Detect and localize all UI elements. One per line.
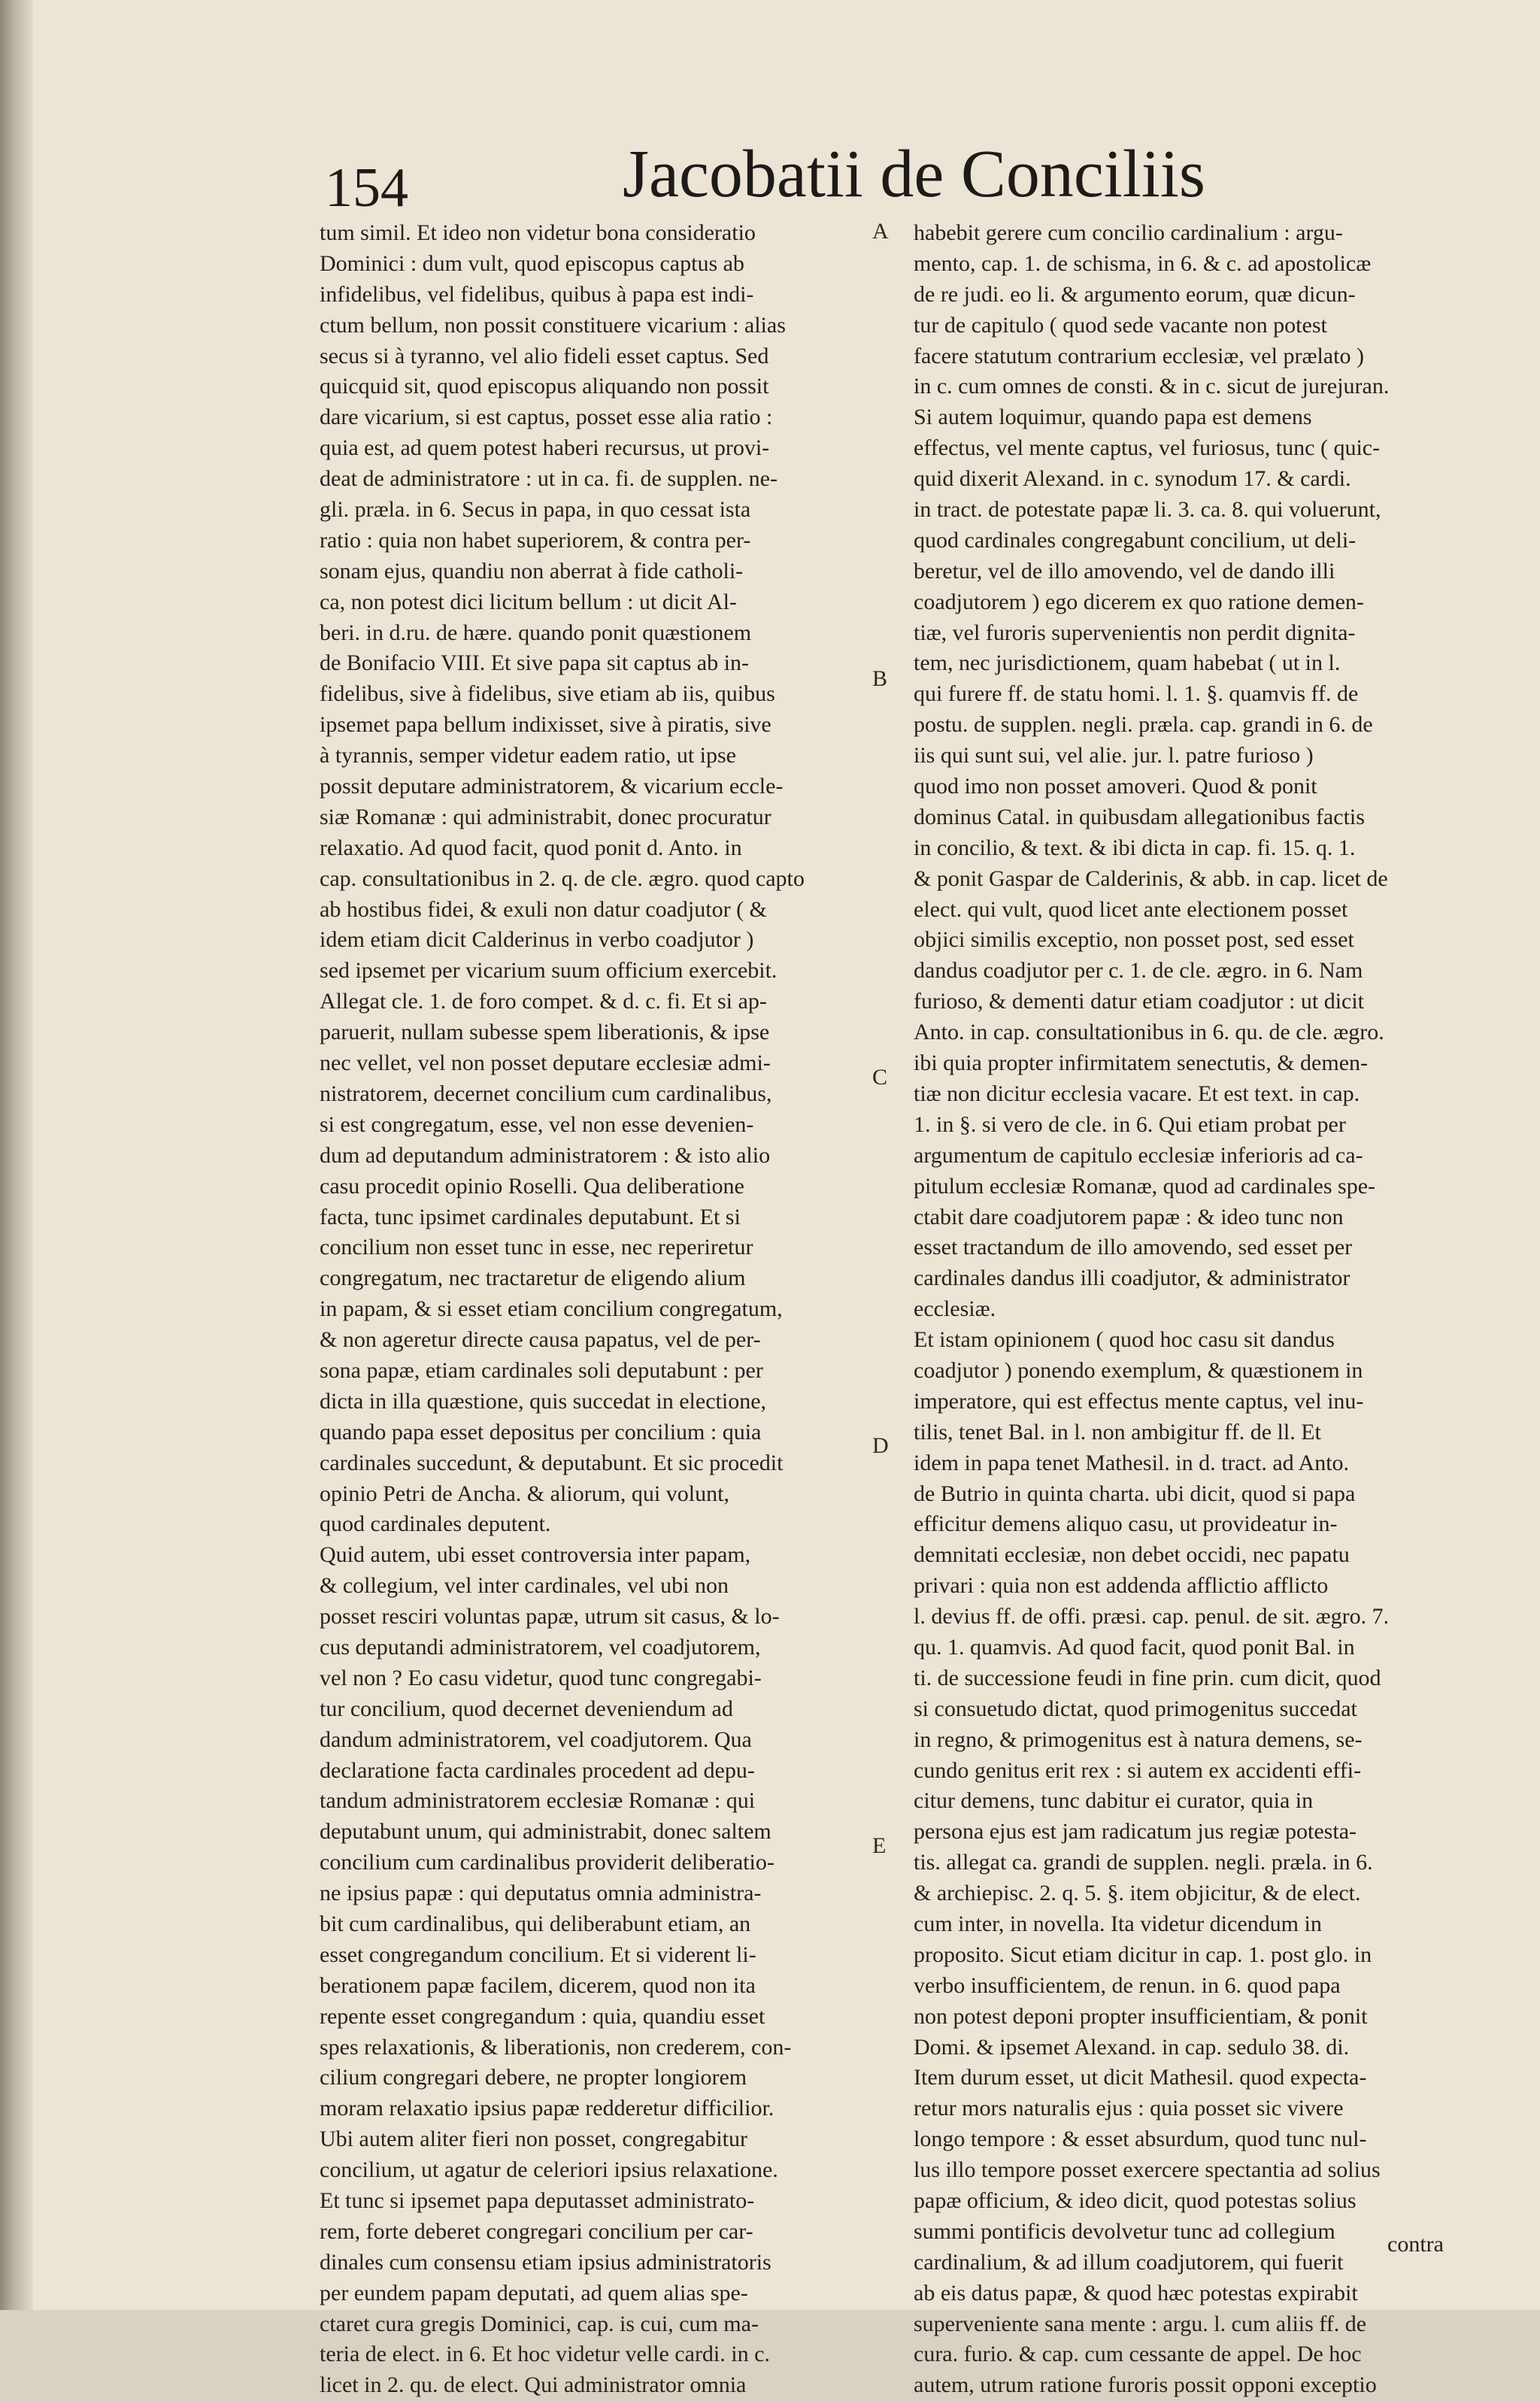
text-line: proposito. Sicut etiam dicitur in cap. 1. post glo. in	[914, 1942, 1372, 1967]
text-line: fidelibus, sive à fidelibus, sive etiam ab iis, quibus	[320, 681, 775, 707]
running-title: Jacobatii de Conciliis	[623, 137, 1205, 211]
text-line: de re judi. eo li. & argumento eorum, quæ dicun-	[914, 281, 1356, 307]
margin-letter-a: A	[872, 219, 889, 244]
text-line: nistratorem, decernet concilium cum cardinalibus,	[320, 1081, 772, 1106]
text-line: iis qui sunt sui, vel alie. jur. l. patre furioso )	[914, 743, 1314, 769]
text-line: ecclesiæ.	[914, 1296, 996, 1322]
text-line: si est congregatum, esse, vel non esse devenien-	[320, 1111, 754, 1137]
text-line: demnitati ecclesiæ, non debet occidi, nec papatu	[914, 1542, 1350, 1568]
text-line: quod cardinales deputent.	[320, 1511, 551, 1537]
text-line: cundo genitus erit rex : si autem ex accidenti effi-	[914, 1757, 1362, 1783]
text-line: furioso, & dementi datur etiam coadjutor : ut dicit	[914, 989, 1365, 1014]
margin-letter-b: B	[872, 666, 888, 691]
text-line: ti. de successione feudi in fine prin. cum dicit, quod	[914, 1665, 1381, 1690]
margin-letter-d: D	[872, 1433, 889, 1458]
text-line: citur demens, tunc dabitur ei curator, quia in	[914, 1788, 1314, 1814]
text-line: dandum administratorem, vel coadjutorem. Qua	[320, 1726, 752, 1752]
text-line: moram relaxatio ipsius papæ redderetur difficilior.	[320, 2096, 775, 2121]
text-line: qu. 1. quamvis. Ad quod facit, quod ponit Bal. in	[914, 1634, 1355, 1660]
text-line: 1. in §. si vero de cle. in 6. Qui etiam probat per	[914, 1111, 1346, 1137]
text-line: esset tractandum de illo amovendo, sed esset per	[914, 1235, 1353, 1260]
text-line: facere statutum contrarium ecclesiæ, vel prælato )	[914, 343, 1364, 368]
text-line: efficitur demens aliquo casu, ut provideatur in-	[914, 1511, 1338, 1537]
text-line: tiæ, vel furoris supervenientis non perdit dignita-	[914, 620, 1356, 645]
text-line: in concilio, & text. & ibi dicta in cap. fi. 15. q. 1.	[914, 835, 1356, 860]
text-line: licet in 2. qu. de elect. Qui administrator omnia	[320, 2372, 747, 2398]
text-line: dare vicarium, si est captus, posset esse alia ratio :	[320, 405, 773, 430]
text-line: in c. cum omnes de consti. & in c. sicut de jurejuran.	[914, 374, 1390, 399]
text-line: ca, non potest dici licitum bellum : ut dicit Al-	[320, 589, 737, 614]
text-line: ne ipsius papæ : qui deputatus omnia administra-	[320, 1881, 762, 1906]
text-line: paruerit, nullam subesse spem liberationis, & ipse	[320, 1020, 770, 1045]
text-line: privari : quia non est addenda afflictio afflicto	[914, 1573, 1329, 1599]
text-line: opinio Petri de Ancha. & aliorum, qui volunt,	[320, 1481, 729, 1506]
text-line: facta, tunc ipsimet cardinales deputabunt. Et si	[320, 1204, 741, 1229]
text-line: nec vellet, vel non posset deputare ecclesiæ admi-	[320, 1050, 771, 1076]
text-line: posset resciri voluntas papæ, utrum sit casus, & lo-	[320, 1604, 780, 1629]
text-line: idem in papa tenet Mathesil. in d. tract. ad Anto.	[914, 1450, 1350, 1475]
text-line: objici similis exceptio, non posset post, sed esset	[914, 927, 1354, 953]
text-line: cardinales succedunt, & deputabunt. Et sic procedit	[320, 1450, 784, 1475]
text-line: berationem papæ facilem, dicerem, quod non ita	[320, 1972, 756, 1998]
text-line: idem etiam dicit Calderinus in verbo coadjutor )	[320, 927, 754, 953]
text-line: tiæ non dicitur ecclesia vacare. Et est text. in cap.	[914, 1081, 1360, 1106]
text-line: dandus coadjutor per c. 1. de cle. ægro. in 6. Nam	[914, 958, 1363, 984]
text-line: esset congregandum concilium. Et si viderent li-	[320, 1942, 756, 1967]
right-text-column	[914, 218, 1470, 2401]
text-line: declaratione facta cardinales procedent ad depu-	[320, 1757, 755, 1783]
text-line: cilium congregari debere, ne propter longiorem	[320, 2065, 747, 2090]
text-line: sona papæ, etiam cardinales soli deputabunt : per	[320, 1357, 763, 1383]
text-line: retur mors naturalis ejus : quia posset sic vivere	[914, 2096, 1344, 2121]
text-line: Et tunc si ipsemet papa deputasset administrato-	[320, 2188, 755, 2213]
text-line: bit cum cardinalibus, qui deliberabunt etiam, an	[320, 1911, 751, 1936]
text-line: persona ejus est jam radicatum jus regiæ potesta-	[914, 1819, 1357, 1845]
text-line: ctabit dare coadjutorem papæ : & ideo tunc non	[914, 1204, 1344, 1229]
text-line: postu. de supplen. negli. præla. cap. grandi in 6. de	[914, 712, 1373, 738]
margin-letter-e: E	[872, 1833, 887, 1858]
binding-gutter	[0, 0, 33, 2310]
text-line: repente esset congregandum : quia, quandiu esset	[320, 2003, 765, 2029]
text-line: imperatore, qui est effectus mente captus, vel inu-	[914, 1388, 1364, 1414]
left-text-column	[320, 218, 861, 2401]
catchword: contra	[1387, 2232, 1444, 2257]
text-line: cap. consultationibus in 2. q. de cle. ægro. quod capto	[320, 866, 805, 891]
text-line: tandum administratorem ecclesiæ Romanæ : qui	[320, 1788, 756, 1814]
text-line: rem, forte deberet congregari concilium per car-	[320, 2218, 753, 2244]
text-line: superveniente sana mente : argu. l. cum aliis ff. de	[914, 2311, 1367, 2336]
text-line: ibi quia propter infirmitatem senectutis, & demen-	[914, 1050, 1368, 1076]
text-line: cus deputandi administratorem, vel coadjutorem,	[320, 1634, 761, 1660]
text-line: sonam ejus, quandiu non aberrat à fide catholi-	[320, 558, 744, 584]
text-line: coadjutorem ) ego dicerem ex quo ratione demen-	[914, 589, 1364, 614]
text-line: cardinalium, & ad illum coadjutorem, qui fuerit	[914, 2249, 1344, 2275]
text-line: ratio : quia non habet superiorem, & contra per-	[320, 527, 751, 553]
text-line: effectus, vel mente captus, vel furiosus, tunc ( quic-	[914, 435, 1381, 461]
text-line: beri. in d.ru. de hære. quando ponit quæstionem	[320, 620, 752, 645]
text-line: ctaret cura gregis Dominici, cap. is cui, cum ma-	[320, 2311, 759, 2336]
text-line: ab hostibus fidei, & exuli non datur coadjutor ( &	[320, 896, 767, 922]
text-line: autem, utrum ratione furoris possit opponi exceptio	[914, 2372, 1377, 2398]
text-line: lus illo tempore posset exercere spectantia ad solius	[914, 2157, 1381, 2183]
text-line: verbo insufficientem, de renun. in 6. quod papa	[914, 1972, 1341, 1998]
text-line: per eundem papam deputati, ad quem alias spe-	[320, 2280, 748, 2306]
text-line: dominus Catal. in quibusdam allegationibus factis	[914, 804, 1365, 829]
text-line: tur de capitulo ( quod sede vacante non potest	[914, 312, 1327, 338]
text-line: tem, nec jurisdictionem, quam habebat ( ut in l.	[914, 650, 1341, 676]
text-line: Item durum esset, ut dicit Mathesil. quod expecta-	[914, 2065, 1367, 2090]
text-line: casu procedit opinio Roselli. Qua deliberatione	[320, 1173, 744, 1199]
text-line: tum simil. Et ideo non videtur bona consideratio	[320, 220, 756, 245]
text-line: quod cardinales congregabunt concilium, ut deli-	[914, 527, 1357, 553]
text-line: de Butrio in quinta charta. ubi dicit, quod si papa	[914, 1481, 1356, 1506]
text-line: mento, cap. 1. de schisma, in 6. & c. ad apostolicæ	[914, 250, 1372, 276]
text-line: Et istam opinionem ( quod hoc casu sit dandus	[914, 1327, 1335, 1353]
text-line: Ubi autem aliter fieri non posset, congregabitur	[320, 2127, 747, 2152]
text-line: relaxatio. Ad quod facit, quod ponit d. Anto. in	[320, 835, 742, 860]
text-line: tilis, tenet Bal. in l. non ambigitur ff. de ll. Et	[914, 1419, 1321, 1445]
text-line: deat de administratore : ut in ca. fi. de supplen. ne-	[320, 466, 778, 492]
text-line: l. devius ff. de offi. præsi. cap. penul. de sit. ægro. 7.	[914, 1604, 1390, 1629]
text-line: siæ Romanæ : qui administrabit, donec procuratur	[320, 804, 772, 829]
text-line: dinales cum consensu etiam ipsius administratoris	[320, 2249, 772, 2275]
page-number: 154	[325, 157, 408, 219]
text-line: quando papa esset depositus per concilium : quia	[320, 1419, 762, 1445]
text-line: vel non ? Eo casu videtur, quod tunc congregabi-	[320, 1665, 762, 1690]
text-line: elect. qui vult, quod licet ante electionem posset	[914, 896, 1348, 922]
text-line: beretur, vel de illo amovendo, vel de dando illi	[914, 558, 1335, 584]
text-line: possit deputare administratorem, & vicarium eccle-	[320, 774, 784, 799]
text-line: quod imo non posset amoveri. Quod & ponit	[914, 774, 1317, 799]
text-line: & archiepisc. 2. q. 5. §. item objicitur, & de elect.	[914, 1881, 1361, 1906]
text-line: cura. furio. & cap. cum cessante de appel. De hoc	[914, 2342, 1362, 2367]
text-line: ab eis datus papæ, & quod hæc potestas expirabit	[914, 2280, 1358, 2306]
text-line: longo tempore : & esset absurdum, quod tunc nul-	[914, 2127, 1367, 2152]
text-line: Dominici : dum vult, quod episcopus captus ab	[320, 250, 744, 276]
text-line: cum inter, in novella. Ita videtur dicendum in	[914, 1911, 1322, 1936]
text-line: Quid autem, ubi esset controversia inter papam,	[320, 1542, 751, 1568]
text-line: non potest deponi propter insufficientiam, & ponit	[914, 2003, 1368, 2029]
text-line: ipsemet papa bellum indixisset, sive à piratis, sive	[320, 712, 772, 738]
text-line: Domi. & ipsemet Alexand. in cap. sedulo 38. di.	[914, 2034, 1350, 2060]
text-line: concilium non esset tunc in esse, nec reperiretur	[320, 1235, 753, 1260]
text-line: dicta in illa quæstione, quis succedat in electione,	[320, 1388, 767, 1414]
text-line: quicquid sit, quod episcopus aliquando non possit	[320, 374, 769, 399]
text-line: tur concilium, quod decernet deveniendum ad	[320, 1696, 733, 1721]
text-line: infidelibus, vel fidelibus, quibus à papa est indi-	[320, 281, 754, 307]
text-line: ctum bellum, non possit constituere vicarium : alias	[320, 312, 786, 338]
text-line: de Bonifacio VIII. Et sive papa sit captus ab in-	[320, 650, 749, 676]
text-line: & collegium, vel inter cardinales, vel ubi non	[320, 1573, 729, 1599]
text-line: si consuetudo dictat, quod primogenitus succedat	[914, 1696, 1357, 1721]
text-line: teria de elect. in 6. Et hoc videtur velle cardi. in c.	[320, 2342, 770, 2367]
text-line: Allegat cle. 1. de foro compet. & d. c. fi. Et si ap-	[320, 989, 767, 1014]
text-line: à tyrannis, semper videtur eadem ratio, ut ipse	[320, 743, 736, 769]
text-line: in tract. de potestate papæ li. 3. ca. 8. qui voluerunt,	[914, 497, 1381, 523]
text-line: Anto. in cap. consultationibus in 6. qu. de cle. ægro.	[914, 1020, 1384, 1045]
text-line: qui furere ff. de statu homi. l. 1. §. quamvis ff. de	[914, 681, 1359, 707]
text-line: concilium, ut agatur de celeriori ipsius relaxatione.	[320, 2157, 778, 2183]
text-line: coadjutor ) ponendo exemplum, & quæstionem in	[914, 1357, 1363, 1383]
text-line: tis. allegat ca. grandi de supplen. negli. præla. in 6.	[914, 1850, 1373, 1875]
text-line: dum ad deputandum administratorem : & isto alio	[320, 1142, 771, 1168]
text-line: & ponit Gaspar de Calderinis, & abb. in cap. licet de	[914, 866, 1388, 891]
text-line: deputabunt unum, qui administrabit, donec saltem	[320, 1819, 772, 1845]
text-line: summi pontificis devolvetur tunc ad collegium	[914, 2218, 1335, 2244]
text-line: spes relaxationis, & liberationis, non crederem, con-	[320, 2034, 792, 2060]
text-line: concilium cum cardinalibus providerit deliberatio-	[320, 1850, 775, 1875]
text-line: pitulum ecclesiæ Romanæ, quod ad cardinales spe-	[914, 1173, 1376, 1199]
text-line: Si autem loquimur, quando papa est demens	[914, 405, 1312, 430]
text-line: gli. præla. in 6. Secus in papa, in quo cessat ista	[320, 497, 751, 523]
text-line: quid dixerit Alexand. in c. synodum 17. & cardi.	[914, 466, 1351, 492]
text-line: & non ageretur directe causa papatus, vel de per-	[320, 1327, 761, 1353]
text-line: argumentum de capitulo ecclesiæ inferioris ad ca-	[914, 1142, 1363, 1168]
text-line: habebit gerere cum concilio cardinalium : argu-	[914, 220, 1343, 245]
text-line: sed ipsemet per vicarium suum officium exercebit.	[320, 958, 778, 984]
text-line: in regno, & primogenitus est à natura demens, se-	[914, 1726, 1363, 1752]
text-line: papæ officium, & ideo dicit, quod potestas solius	[914, 2188, 1357, 2213]
text-line: in papam, & si esset etiam concilium congregatum,	[320, 1296, 783, 1322]
text-line: secus si à tyranno, vel alio fideli esset captus. Sed	[320, 343, 769, 368]
text-line: cardinales dandus illi coadjutor, & administrator	[914, 1266, 1351, 1291]
text-line: quia est, ad quem potest haberi recursus, ut provi-	[320, 435, 770, 461]
text-line: congregatum, nec tractaretur de eligendo alium	[320, 1266, 746, 1291]
margin-letter-c: C	[872, 1065, 888, 1090]
